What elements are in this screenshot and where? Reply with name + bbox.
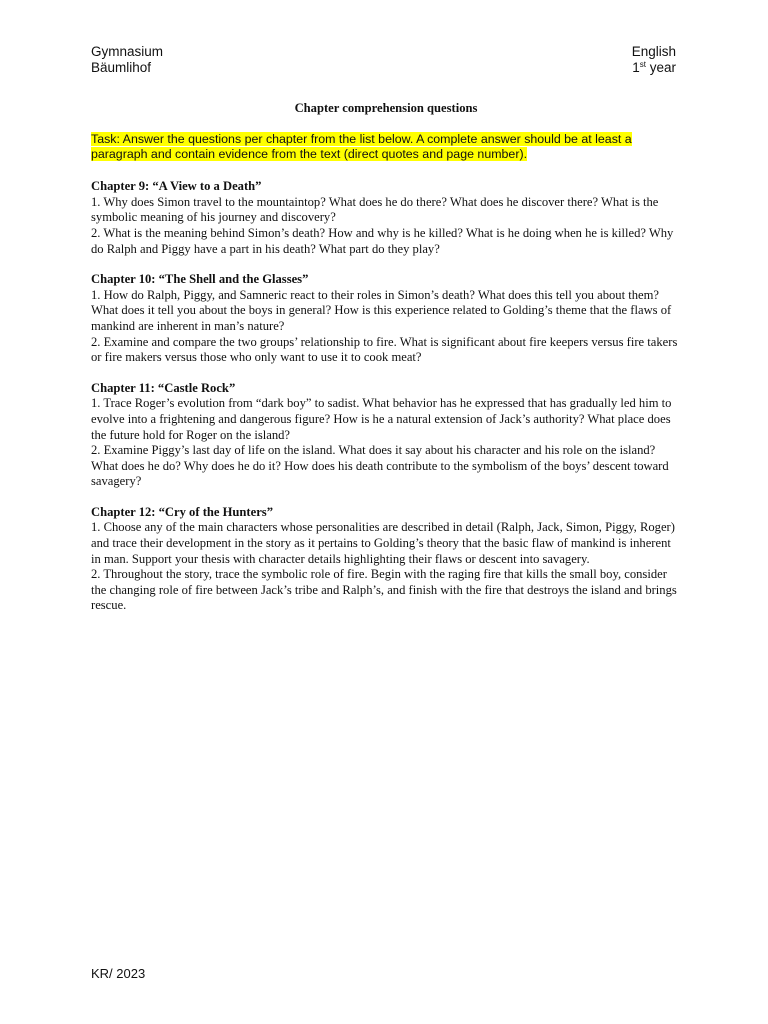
question-item: 1. Why does Simon travel to the mountaintop? What does he do there? What does he discover there? What is the symbolic meaning of his journey and discovery? [91,194,659,225]
year-label [632,60,676,76]
year-ordinal-suffix: st [639,60,646,69]
question-item: 2. What is the meaning behind Simon’s death? How and why is he killed? What is he doing when he is killed? Why do Ralph and Piggy have a part in his death? What part do they play? [91,225,674,256]
question-item: 1. Choose any of the main characters whose personalities are described in detail (Ralph, Jack, Simon, Piggy, Roger) and trace their development in the story as it pertains to Golding’s theory that the basic flaw of mankind is inherent in man. Support your thesis with character details highlighting their flaws or descent into savagery. [91,520,675,566]
question-item: 2. Examine and compare the two groups’ relationship to fire. What is significant about fire keepers versus fire takers or fire makers versus those who only want to use it to cook meat? [91,334,678,365]
chapter-section-10 [91,272,681,366]
document-title: Chapter comprehension questions [294,101,478,115]
task-highlighted-text: Task: Answer the questions per chapter from the list below. A complete answer should be at least a paragraph and contain evidence from the text (direct quotes and page number). [91,131,632,162]
school-name-line2: Bäumlihof [91,60,152,75]
question-item: 1. Trace Roger’s evolution from “dark boy” to sadist. What behavior has he expressed that has gradually led him to evolve into a frightening and dangerous figure? How is he a natural extension of Jack’s authority? What place does the future hold for Roger on the island? [91,396,672,442]
school-name-line1: Gymnasium [91,44,164,59]
question-item: 1. How do Ralph, Piggy, and Samneric react to their roles in Simon’s death? What does this tell you about them? What does it tell you about the boys in general? How is this experience related to Golding’s theme that the flaws of mankind are inherent in man’s nature? [91,287,672,333]
school-name [91,44,163,76]
question-item: 2. Examine Piggy’s last day of life on the island. What does it say about his character and his role on the island? What does he do? Why does he do it? How does his death contribute to the symbolism of the boys’ descent toward savagery? [91,443,669,489]
chapter-section-9 [91,179,681,257]
chapter-heading: Chapter 11: “Castle Rock” [91,380,236,395]
chapter-section-11 [91,381,681,490]
question-item: 2. Throughout the story, trace the symbolic role of fire. Begin with the raging fire that kills the small boy, consider the changing role of fire between Jack’s tribe and Ralph’s, and finish with the fire that destroys the island and brings rescue. [91,567,677,613]
year-number: 1 [632,60,640,75]
chapter-section-12 [91,505,681,614]
page-footer: KR/ 2023 [91,966,146,981]
chapter-heading: Chapter 10: “The Shell and the Glasses” [91,272,309,287]
course-info [632,44,676,76]
document-body [91,101,681,629]
year-word: year [645,60,676,75]
chapter-heading: Chapter 9: “A View to a Death” [91,179,262,194]
chapter-heading: Chapter 12: “Cry of the Hunters” [91,504,274,519]
subject-label: English [631,44,676,59]
task-instructions [91,132,681,164]
